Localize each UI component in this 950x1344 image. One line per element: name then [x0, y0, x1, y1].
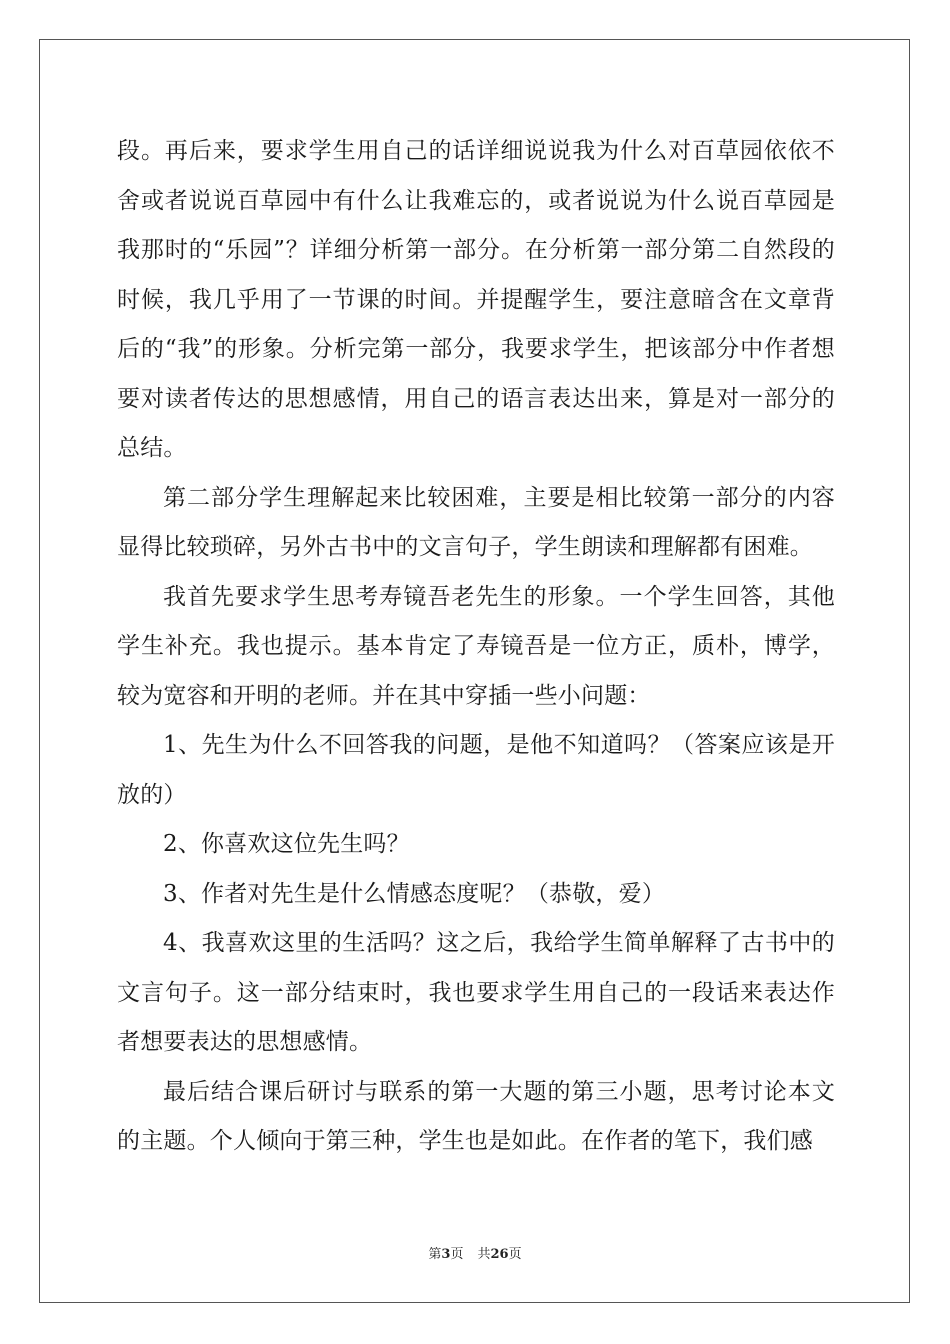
page-number: 3: [441, 1247, 451, 1262]
question-3: 3、作者对先生是什么情感态度呢？（恭敬，爱）: [163, 880, 666, 907]
question-4: 4、我喜欢这里的生活吗？这之后，我给学生简单解释了古书中的文言句子。这一部分结束时，我也要求学生用自己的一段话来表达作者想要表达的思想感情。: [117, 930, 835, 1055]
question-1: 1、先生为什么不回答我的问题，是他不知道吗？（答案应该是开放的）: [117, 732, 835, 808]
paragraph-1: 段。再后来，要求学生用自己的话详细说说我为什么对百草园依依不舍或者说说百草园中有什么让我难忘的，或者说说为什么说百草园是我那时的“乐园”？详细分析第一部分。在分析第一部分第二自然段的时候，我几乎用了一节课的时间。并提醒学生，要注意暗含在文章背后的“我”的形象。分析完第一部分，我要求学生，把该部分中作者想要对读者传达的思想感情，用自己的语言表达出来，算是对一部分的总结。: [117, 138, 835, 461]
page-prefix: 第: [428, 1247, 442, 1262]
total-prefix: 共: [477, 1247, 491, 1262]
paragraph-final: 最后结合课后研讨与联系的第一大题的第三小题，思考讨论本文的主题。个人倾向于第三种，学生也是如此。在作者的笔下，我们感: [117, 1078, 835, 1154]
paragraph-2: 第二部分学生理解起来比较困难，主要是相比较第一部分的内容显得比较琐碎，另外古书中的文言句子，学生朗读和理解都有困难。: [117, 484, 835, 560]
question-2: 2、你喜欢这位先生吗？: [163, 831, 410, 857]
paragraph-3: 我首先要求学生思考寿镜吾老先生的形象。一个学生回答，其他学生补充。我也提示。基本肯定了寿镜吾是一位方正，质朴，博学，较为宽容和开明的老师。并在其中穿插一些小问题：: [117, 583, 835, 709]
page-suffix: 页: [450, 1247, 464, 1262]
total-pages: 26: [490, 1247, 509, 1262]
page-footer: [0, 1247, 950, 1263]
total-suffix: 页: [508, 1247, 522, 1262]
document-body: [117, 127, 835, 1167]
